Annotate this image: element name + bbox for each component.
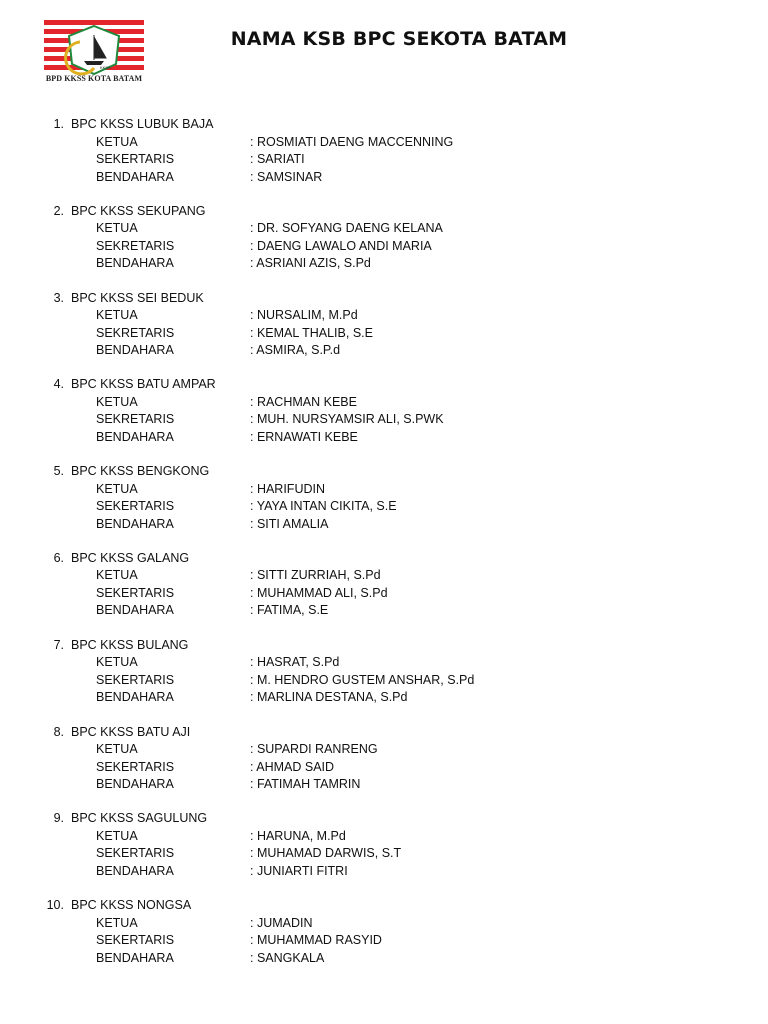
org-block <box>0 290 768 377</box>
role-label: KETUA <box>96 221 138 236</box>
org-name: BPC KKSS NONGSA <box>71 898 192 913</box>
org-name: BPC KKSS SEI BEDUK <box>71 290 204 305</box>
member-name: : YAYA INTAN CIKITA, S.E <box>250 499 397 514</box>
org-block <box>0 376 768 463</box>
role-label: KETUA <box>96 568 138 583</box>
member-name: : HARIFUDIN <box>250 481 325 496</box>
org-block <box>0 550 768 637</box>
role-label: SEKRETARIS <box>96 325 175 340</box>
role-label: KETUA <box>96 655 138 670</box>
member-name: : ROSMIATI DAENG MACCENNING <box>250 134 454 149</box>
role-label: BENDAHARA <box>96 516 174 531</box>
member-name: : ASRIANI AZIS, S.Pd <box>250 256 371 271</box>
org-number: 6. <box>53 550 64 565</box>
member-name: : AHMAD SAID <box>250 759 335 774</box>
member-name: : ASMIRA, S.P.d <box>250 343 341 358</box>
role-label: KETUA <box>96 308 138 323</box>
role-label: KETUA <box>96 915 138 930</box>
org-block <box>0 116 768 203</box>
member-name: : KEMAL THALIB, S.E <box>250 325 373 340</box>
org-number: 9. <box>53 811 64 826</box>
role-label: SEKERTARIS <box>96 585 175 600</box>
role-label: BENDAHARA <box>96 169 174 184</box>
org-number: 5. <box>53 464 64 479</box>
role-label: BENDAHARA <box>96 256 174 271</box>
member-name: : SANGKALA <box>250 950 325 965</box>
role-label: BENDAHARA <box>96 690 174 705</box>
organization-list <box>0 116 768 984</box>
member-name: : MUHAMAD DARWIS, S.T <box>250 846 402 861</box>
member-name: : JUMADIN <box>250 915 313 930</box>
role-label: KETUA <box>96 742 138 757</box>
member-name: : FATIMA, S.E <box>250 603 329 618</box>
member-name: : HARUNA, M.Pd <box>250 828 346 843</box>
org-name: BPC KKSS BATU AMPAR <box>71 377 216 392</box>
role-label: SEKERTARIS <box>96 759 175 774</box>
role-label: BENDAHARA <box>96 863 174 878</box>
org-name: BPC KKSS BENGKONG <box>71 464 210 479</box>
org-number: 2. <box>53 203 64 218</box>
member-name: : ERNAWATI KEBE <box>250 429 358 444</box>
role-label: SEKRETARIS <box>96 412 175 427</box>
org-number: 4. <box>53 377 64 392</box>
role-label: SEKERTARIS <box>96 152 175 166</box>
member-name: : M. HENDRO GUSTEM ANSHAR, S.Pd <box>250 672 475 687</box>
role-label: SEKERTARIS <box>96 933 175 948</box>
org-number: 7. <box>53 637 64 652</box>
org-block <box>0 463 768 550</box>
member-name: : MUH. NURSYAMSIR ALI, S.PWK <box>250 412 444 427</box>
member-name: : SITI AMALIA <box>250 516 329 531</box>
role-label: BENDAHARA <box>96 777 174 792</box>
member-name: : SARIATI <box>250 152 305 166</box>
role-label: KETUA <box>96 394 138 409</box>
role-label: KETUA <box>96 134 138 149</box>
member-name: : DR. SOFYANG DAENG KELANA <box>250 221 443 236</box>
logo-inner-text: KKSS <box>100 65 111 70</box>
org-name: BPC KKSS LUBUK BAJA <box>71 117 214 131</box>
role-label: KETUA <box>96 481 138 496</box>
role-label: SEKERTARIS <box>96 499 175 514</box>
role-label: SEKERTARIS <box>96 672 175 687</box>
org-number: 10. <box>46 898 64 913</box>
org-block <box>0 810 768 897</box>
member-name: : SAMSINAR <box>250 169 323 184</box>
member-name: : SITTI ZURRIAH, S.Pd <box>250 568 381 583</box>
role-label: SEKERTARIS <box>96 846 175 861</box>
org-name: BPC KKSS SEKUPANG <box>71 203 206 218</box>
org-number: 3. <box>53 290 64 305</box>
org-block <box>0 724 768 811</box>
org-name: BPC KKSS BATU AJI <box>71 724 191 739</box>
member-name: : MUHAMMAD RASYID <box>250 933 382 948</box>
role-label: SEKRETARIS <box>96 238 175 253</box>
org-name: BPC KKSS GALANG <box>71 550 190 565</box>
role-label: BENDAHARA <box>96 950 174 965</box>
member-name: : DAENG LAWALO ANDI MARIA <box>250 238 432 253</box>
member-name: : HASRAT, S.Pd <box>250 655 340 670</box>
member-name: : FATIMAH TAMRIN <box>250 777 361 792</box>
org-block <box>0 203 768 290</box>
role-label: KETUA <box>96 828 138 843</box>
role-label: BENDAHARA <box>96 603 174 618</box>
member-name: : RACHMAN KEBE <box>250 394 357 409</box>
org-block <box>0 897 768 984</box>
role-label: BENDAHARA <box>96 343 174 358</box>
page-title: NAMA KSB BPC SEKOTA BATAM <box>230 28 568 50</box>
member-name: : MUHAMMAD ALI, S.Pd <box>250 585 388 600</box>
org-block <box>0 637 768 724</box>
org-name: BPC KKSS BULANG <box>71 637 189 652</box>
org-number: 8. <box>53 724 64 739</box>
member-name: : NURSALIM, M.Pd <box>250 308 358 323</box>
member-name: : MARLINA DESTANA, S.Pd <box>250 690 408 705</box>
logo-caption: BPD KKSS KOTA BATAM <box>45 74 143 83</box>
role-label: BENDAHARA <box>96 429 174 444</box>
member-name: : JUNIARTI FITRI <box>250 863 348 878</box>
member-name: : SUPARDI RANRENG <box>250 742 378 757</box>
org-name: BPC KKSS SAGULUNG <box>71 811 208 826</box>
org-number: 1. <box>53 117 64 131</box>
